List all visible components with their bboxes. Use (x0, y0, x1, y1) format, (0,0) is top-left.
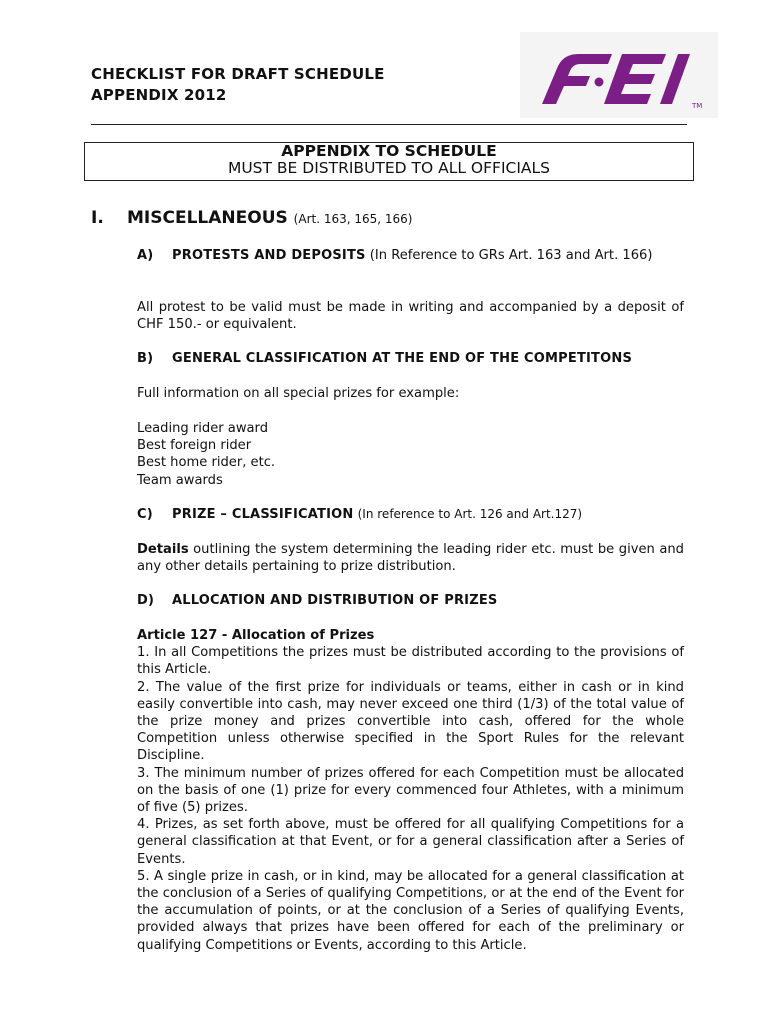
article-paragraph: 1. In all Competitions the prizes must be distributed according to the provisions of this Article. (137, 645, 684, 678)
list-item: Leading rider award (137, 421, 269, 436)
appendix-box-line1: APPENDIX TO SCHEDULE (281, 142, 497, 160)
subsection-a-ref: (In Reference to GRs Art. 163 and Art. 166) (369, 248, 653, 263)
subsection-a-title: PROTESTS AND DEPOSITS (172, 248, 366, 263)
details-text: outlining the system determining the leading rider etc. must be given and any other details pertaining to prize distribution. (137, 542, 684, 575)
list-item: Team awards (137, 472, 223, 488)
subsection-a-body: All protest to be valid must be made in writing and accompanied by a deposit of CHF 150.- or equivalent. (137, 300, 684, 333)
logo-tm: TM (692, 102, 703, 110)
document-header (91, 64, 385, 106)
section-ref: (Art. 163, 165, 166) (293, 212, 413, 226)
article-paragraph: 5. A single prize in cash, or in kind, may be allocated for a general classification at the conclusion of a Series of qualifying Competitions, or at the end of the Event for the accumulation of points, or at the conclusion of a Series of qualifying Events, provided always that prizes have been offered for each of the preliminary or qualifying Competitions or Events, according to this Article. (137, 868, 684, 953)
details-label: Details (137, 542, 189, 557)
article-paragraph: 4. Prizes, as set forth above, must be offered for all qualifying Competitions for a general classification at that Event, or for a general classification after a Series of Events. (137, 817, 684, 867)
subsection-d (137, 592, 684, 609)
subsection-c-title: PRIZE – CLASSIFICATION (172, 507, 354, 522)
subsection-c-ref: (In reference to Art. 126 and Art.127) (357, 507, 583, 521)
subsection-c-letter: C) (137, 507, 153, 522)
appendix-box-line2: MUST BE DISTRIBUTED TO ALL OFFICIALS (227, 159, 551, 177)
fei-logo (520, 32, 718, 118)
subsection-c (137, 506, 684, 523)
list-item: Best home rider, etc. (137, 455, 276, 471)
subsection-a-letter: A) (137, 248, 154, 263)
subsection-b-title: GENERAL CLASSIFICATION AT THE END OF THE COMPETITONS (172, 351, 633, 366)
article-paragraph: 2. The value of the first prize for individuals or teams, either in cash or in kind easily convertible into cash, may never exceed one third (1/3) of the total value of the prize money and prizes convertible into cash, offered for the whole Competition unless otherwise specified in the Sport Rules for the relevant Discipline. (137, 679, 684, 764)
subsection-d-title: ALLOCATION AND DISTRIBUTION OF PRIZES (172, 593, 498, 608)
list-item: Best foreign rider (137, 438, 252, 454)
subsection-a (137, 247, 684, 264)
section-number: I. (91, 208, 104, 228)
section-title: MISCELLANEOUS (127, 208, 288, 228)
article-title: Article 127 - Allocation of Prizes (137, 628, 375, 643)
subsection-b (137, 350, 684, 367)
article-paragraph: 3. The minimum number of prizes offered for each Competition must be allocated on the basis of one (1) prize for every commenced four Athletes, with a minimum of five (5) prizes. (137, 765, 684, 816)
header-title-line1: CHECKLIST FOR DRAFT SCHEDULE (91, 65, 385, 83)
special-prizes-list (137, 420, 684, 489)
subsection-c-body (137, 541, 684, 575)
subsection-d-letter: D) (137, 593, 155, 608)
subsection-b-letter: B) (137, 351, 154, 366)
appendix-box (84, 142, 694, 181)
header-title-line2: APPENDIX 2012 (91, 86, 227, 104)
header-divider (91, 124, 687, 125)
article-127 (137, 627, 684, 954)
section-heading (91, 208, 412, 228)
subsection-b-intro: Full information on all special prizes for example: (137, 386, 460, 401)
